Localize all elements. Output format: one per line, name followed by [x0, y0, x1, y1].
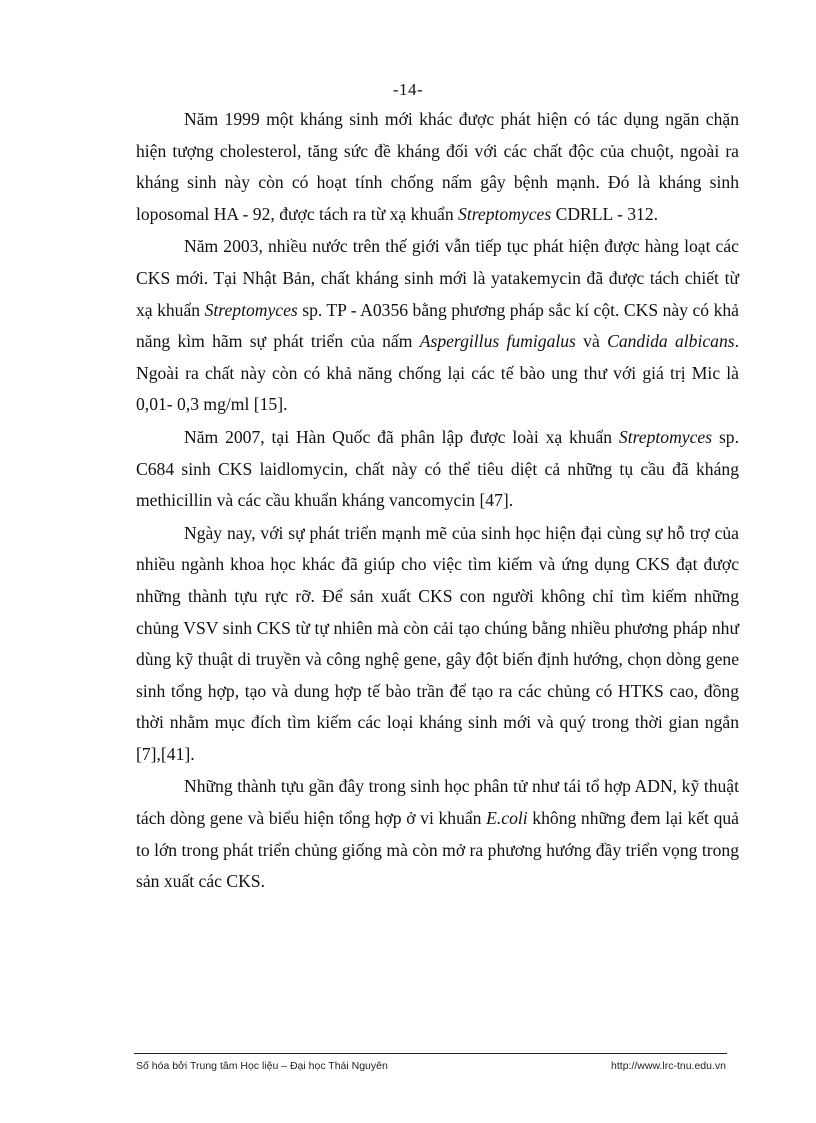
text-run: sp. TP - A0356 bằng phương pháp sắc kí cột. CKS này có khả năng kìm hãm sự phát triển của nấm: [136, 299, 739, 352]
italic-run: Streptomyces: [204, 299, 298, 320]
text-run: Ngày nay, với sự phát triển mạnh mẽ của sinh học hiện đại cùng sự hỗ trợ của nhiều ngành khoa học khác đã giúp cho việc tìm kiếm và ứng dụng CKS đạt được những thành tựu rực rỡ. Để sản xuất CKS con người không chỉ tìm kiếm những chủng VSV sinh CKS từ tự nhiên mà còn cải tạo chúng bằng nhiều phương pháp như dùng kỹ thuật di truyền và công nghệ gene, gây đột biến định hướng, chọn dòng gene sinh tổng hợp, tạo và dung hợp tế bào trần để tạo ra các chủng có HTKS cao, đồng thời nhằm mục đích tìm kiếm các loại kháng sinh mới và quý trong thời gian ngắn [7],[41].: [136, 522, 739, 764]
text-run: Năm 2007, tại Hàn Quốc đã phân lập được loài xạ khuẩn: [184, 426, 619, 447]
page-number: -14-: [392, 80, 424, 99]
italic-run: Streptomyces: [458, 203, 552, 224]
text-run: sp. C684 sinh CKS laidlomycin, chất này có thể tiêu diệt cả những tụ cầu đã kháng methicillin và các cầu khuẩn kháng vancomycin [47].: [136, 426, 739, 511]
text-run: Năm 1999 một kháng sinh mới khác được phát hiện có tác dụng ngăn chặn hiện tượng cholesterol, tăng sức đề kháng đối với các chất độc của chuột, ngoài ra kháng sinh này còn có hoạt tính chống nấm gây bệnh mạnh. Đó là kháng sinh loposomal HA - 92, được tách ra từ xạ khuẩn: [136, 109, 739, 224]
paragraph: [136, 422, 739, 517]
text-run: . Ngoài ra chất này còn có khả năng chống lại các tế bào ung thư với giá trị Mic là 0,01- 0,3 mg/ml [15].: [136, 331, 739, 415]
text-run: Năm 2003, nhiều nước trên thế giới vẫn tiếp tục phát hiện được hàng loạt các CKS mới. Tại Nhật Bản, chất kháng sinh mới là yatakemycin đã được tách chiết từ xạ khuẩn: [136, 236, 739, 320]
body-text: [136, 104, 739, 898]
text-run: không những đem lại kết quả to lớn trong phát triển chủng giống mà còn mở ra phương hướng đầy triển vọng trong sản xuất các CKS.: [136, 808, 739, 892]
paragraph: [136, 771, 739, 897]
italic-run: Aspergillus fumigalus: [419, 331, 576, 352]
italic-run: Streptomyces: [618, 426, 713, 447]
paragraph: [136, 518, 739, 771]
paragraph: [136, 231, 739, 421]
footer-attribution: Số hóa bởi Trung tâm Học liệu – Đại học Thái Nguyên: [136, 1060, 388, 1072]
italic-run: E.coli: [486, 808, 528, 829]
footer-url: http://www.lrc-tnu.edu.vn: [611, 1060, 726, 1072]
footer-divider: [134, 1053, 727, 1054]
text-run: CDRLL - 312.: [551, 203, 659, 224]
paragraph: [136, 104, 739, 230]
text-run: Những thành tựu gần đây trong sinh học phân tử như tái tổ hợp ADN, kỹ thuật tách dòng gene và biểu hiện tổng hợp ở vi khuẩn: [136, 776, 739, 829]
italic-run: Candida albicans: [607, 331, 735, 352]
text-run: và: [575, 331, 608, 352]
